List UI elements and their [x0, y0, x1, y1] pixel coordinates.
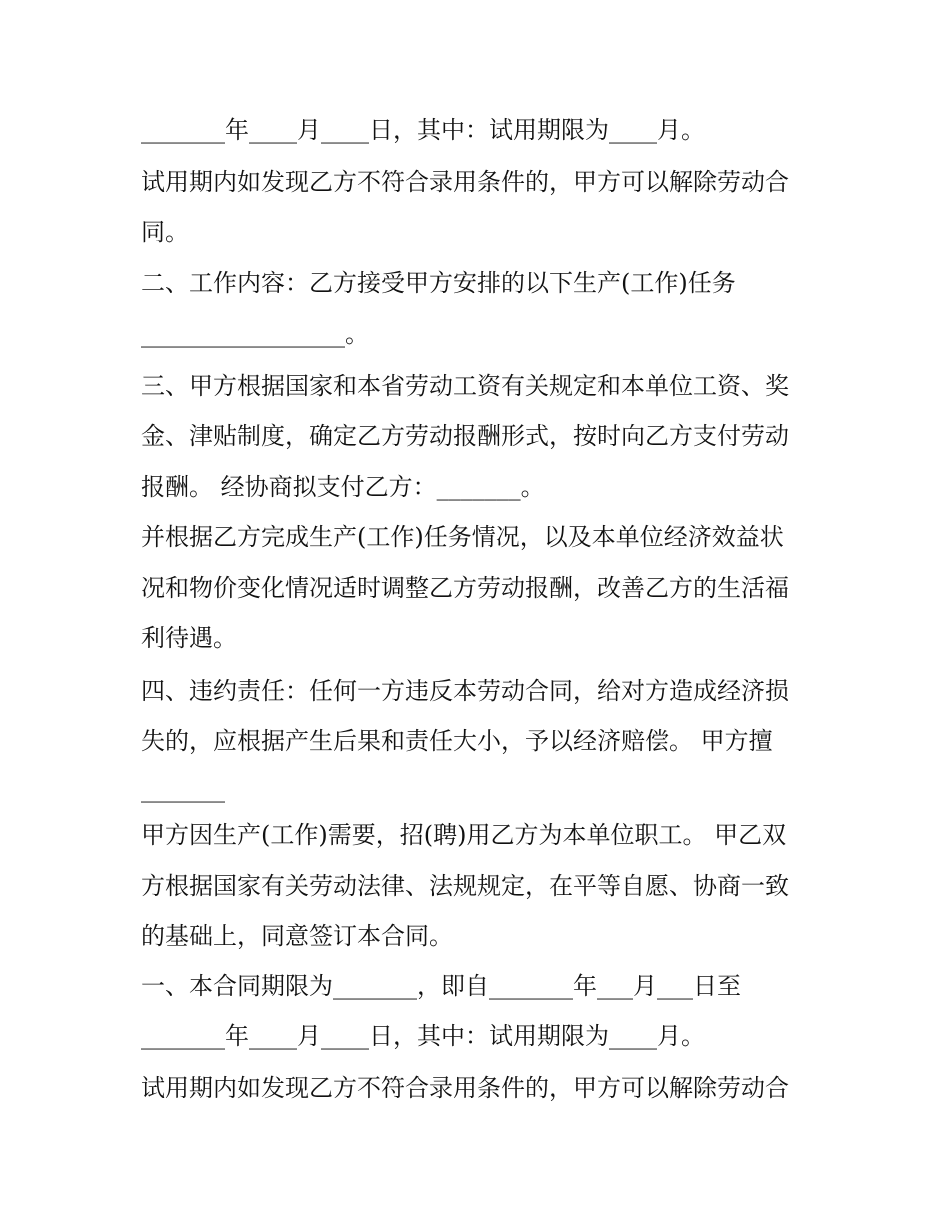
text-line-remuneration-3: 报酬。 经协商拟支付乙方：_______。	[141, 473, 545, 501]
text-line-adjustment-1: 并根据乙方完成生产(工作)任务情况，以及本单位经济效益状	[141, 523, 784, 551]
text-line-contract-term: 一、本合同期限为_______，即自_______年___月___日至	[141, 972, 741, 1000]
text-line-adjustment-2: 况和物价变化情况适时调整乙方劳动报酬，改善乙方的生活福	[141, 574, 789, 602]
text-line-preamble-1: 甲方因生产(工作)需要，招(聘)用乙方为本单位职工。 甲乙双	[141, 821, 787, 849]
text-line-preamble-2: 方根据国家有关劳动法律、法规规定，在平等自愿、协商一致	[141, 872, 789, 900]
text-line-liability-blank: _______	[141, 775, 225, 803]
text-line-liability-1: 四、违约责任：任何一方违反本劳动合同，给对方造成经济损	[141, 677, 789, 705]
text-line-probation-clause-end: 同。	[141, 218, 189, 246]
text-line-work-content: 二、工作内容：乙方接受甲方安排的以下生产(工作)任务	[141, 269, 736, 297]
text-line-remuneration-1: 三、甲方根据国家和本省劳动工资有关规定和本单位工资、奖	[141, 372, 789, 400]
text-line-preamble-3: 的基础上，同意签订本合同。	[141, 922, 453, 950]
text-line-liability-2: 失的，应根据产生后果和责任大小，予以经济赔偿。 甲方擅	[141, 727, 773, 755]
text-line-adjustment-3: 利待遇。	[141, 624, 237, 652]
text-line-probation-dates: _______年____月____日，其中：试用期限为____月。	[141, 116, 705, 144]
text-line-probation-clause-repeat: 试用期内如发现乙方不符合录用条件的，甲方可以解除劳动合	[141, 1074, 789, 1102]
text-line-work-content-blank: _________________。	[141, 320, 369, 348]
text-line-contract-term-dates: _______年____月____日，其中：试用期限为____月。	[141, 1022, 705, 1050]
text-line-remuneration-2: 金、津贴制度，确定乙方劳动报酬形式，按时向乙方支付劳动	[141, 422, 789, 450]
text-line-probation-clause: 试用期内如发现乙方不符合录用条件的，甲方可以解除劳动合	[141, 168, 789, 196]
